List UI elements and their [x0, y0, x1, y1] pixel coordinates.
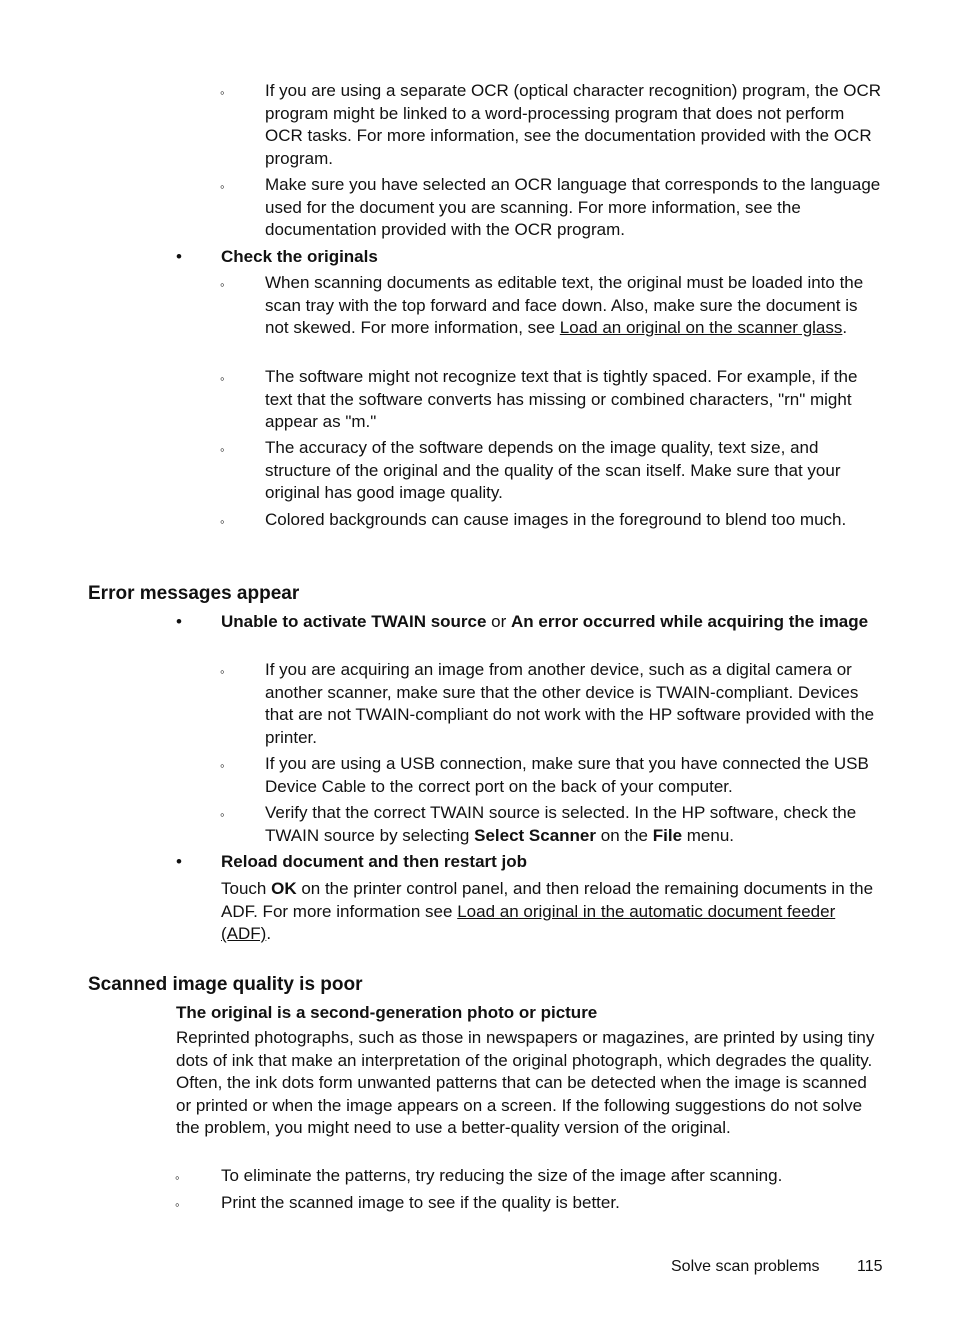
- sub-bullet-glyph: ◦: [220, 758, 225, 773]
- sub-bullet-glyph: ◦: [220, 179, 225, 194]
- sub-bullet-glyph: ◦: [220, 664, 225, 679]
- verify-source-text: Verify that the correct TWAIN source is selected. In the HP software, check the TWAIN source by selecting: [265, 803, 857, 845]
- sub-bullet-glyph: ◦: [220, 807, 225, 822]
- bullet-glyph: •: [176, 247, 182, 266]
- second-generation-subheading: The original is a second-generation photo or picture: [176, 1003, 598, 1022]
- bullet-glyph: •: [176, 612, 182, 631]
- second-generation-paragraph: Reprinted photographs, such as those in newspapers or magazines, are printed by using tiny dots of ink that make an interpretation of the original photograph, which degrades the quality. Often, the ink dots form unwanted patterns that can be detected when the image is scanned or printed or when the image appears on a screen. If the following suggestions do not solve the problem, you might need to use a better-quality version of the original.: [176, 1028, 875, 1138]
- footer-page-number: 115: [857, 1258, 883, 1275]
- menu-item-select-scanner: Select Scanner: [474, 825, 597, 845]
- sub-bullet-glyph: ◦: [220, 442, 225, 457]
- originals-item-tight-spacing: The software might not recognize text that is tightly spaced. For example, if the text that the software converts has missing or combined characters, "rn" might appear as "m.": [265, 367, 858, 432]
- verify-source-text: on the: [596, 825, 653, 845]
- link-load-original-adf[interactable]: Load an original in the automatic document feeder (ADF): [221, 901, 836, 944]
- footer-section-title: Solve scan problems: [671, 1258, 820, 1275]
- verify-source-text: menu.: [682, 825, 735, 845]
- ocr-item-language: Make sure you have selected an OCR language that corresponds to the language used for the document you are scanning. For more information, see the documentation provided with the OCR program.: [265, 175, 881, 240]
- twain-item-other-device: If you are acquiring an image from another device, such as a digital camera or another scanner, make sure that the other device is TWAIN-compliant. Devices that are not TWAIN-compliant do not work with the HP software provided with the printer.: [265, 660, 875, 747]
- sub-bullet-glyph: ◦: [220, 277, 225, 292]
- sub-bullet-glyph: ◦: [220, 371, 225, 386]
- reload-text: Touch: [221, 879, 272, 898]
- twain-item-verify-source: [265, 802, 885, 847]
- section-heading-error-messages: Error messages appear: [88, 583, 300, 604]
- sub-bullet-glyph: ◦: [175, 1170, 180, 1185]
- ocr-item-separate-program: If you are using a separate OCR (optical character recognition) program, the OCR program might be linked to a word-processing program that does not perform OCR tasks. For more information, see the documentation provided with the OCR program.: [265, 81, 882, 168]
- sub-bullet-glyph: ◦: [220, 85, 225, 100]
- reload-paragraph: [221, 878, 885, 946]
- ok-button-name: OK: [271, 879, 297, 898]
- period: .: [842, 318, 848, 338]
- originals-item-accuracy: The accuracy of the software depends on the image quality, text size, and structure of the original and the quality of the scan itself. Make sure that your original has good image quality.: [265, 438, 841, 503]
- menu-name-file: File: [652, 825, 683, 845]
- originals-item-editable-text-body: When scanning documents as editable text, the original must be loaded into the scan tray with the top forward and face down. Also, make sure the document is not skewed. For more information, see: [265, 273, 864, 338]
- originals-item-colored-backgrounds: Colored backgrounds can cause images in the foreground to blend too much.: [265, 510, 847, 529]
- quality-item-reduce-size: To eliminate the patterns, try reducing the size of the image after scanning.: [221, 1166, 783, 1185]
- bullet-glyph: •: [176, 852, 182, 871]
- reload-text: on the printer control panel, and then reload the remaining documents in the ADF. For more information see: [221, 879, 874, 921]
- reload-heading: Reload document and then restart job: [221, 852, 528, 871]
- acquire-error-name: An error occurred while acquiring the image: [511, 612, 869, 631]
- link-load-original-scanner-glass[interactable]: Load an original on the scanner glass: [559, 318, 843, 338]
- twain-item-usb: If you are using a USB connection, make sure that you have connected the USB Device Cable to the correct port on the back of your computer.: [265, 754, 869, 796]
- twain-error-heading: [221, 611, 885, 634]
- originals-item-editable-text: [265, 272, 885, 340]
- connector-text: or: [486, 612, 512, 631]
- sub-bullet-glyph: ◦: [220, 514, 225, 529]
- twain-error-name: Unable to activate TWAIN source: [221, 612, 487, 631]
- section-heading-image-quality: Scanned image quality is poor: [88, 974, 363, 995]
- quality-item-print-scanned: Print the scanned image to see if the quality is better.: [221, 1193, 620, 1212]
- period: .: [266, 924, 272, 944]
- sub-bullet-glyph: ◦: [175, 1197, 180, 1212]
- check-originals-heading: Check the originals: [221, 247, 378, 266]
